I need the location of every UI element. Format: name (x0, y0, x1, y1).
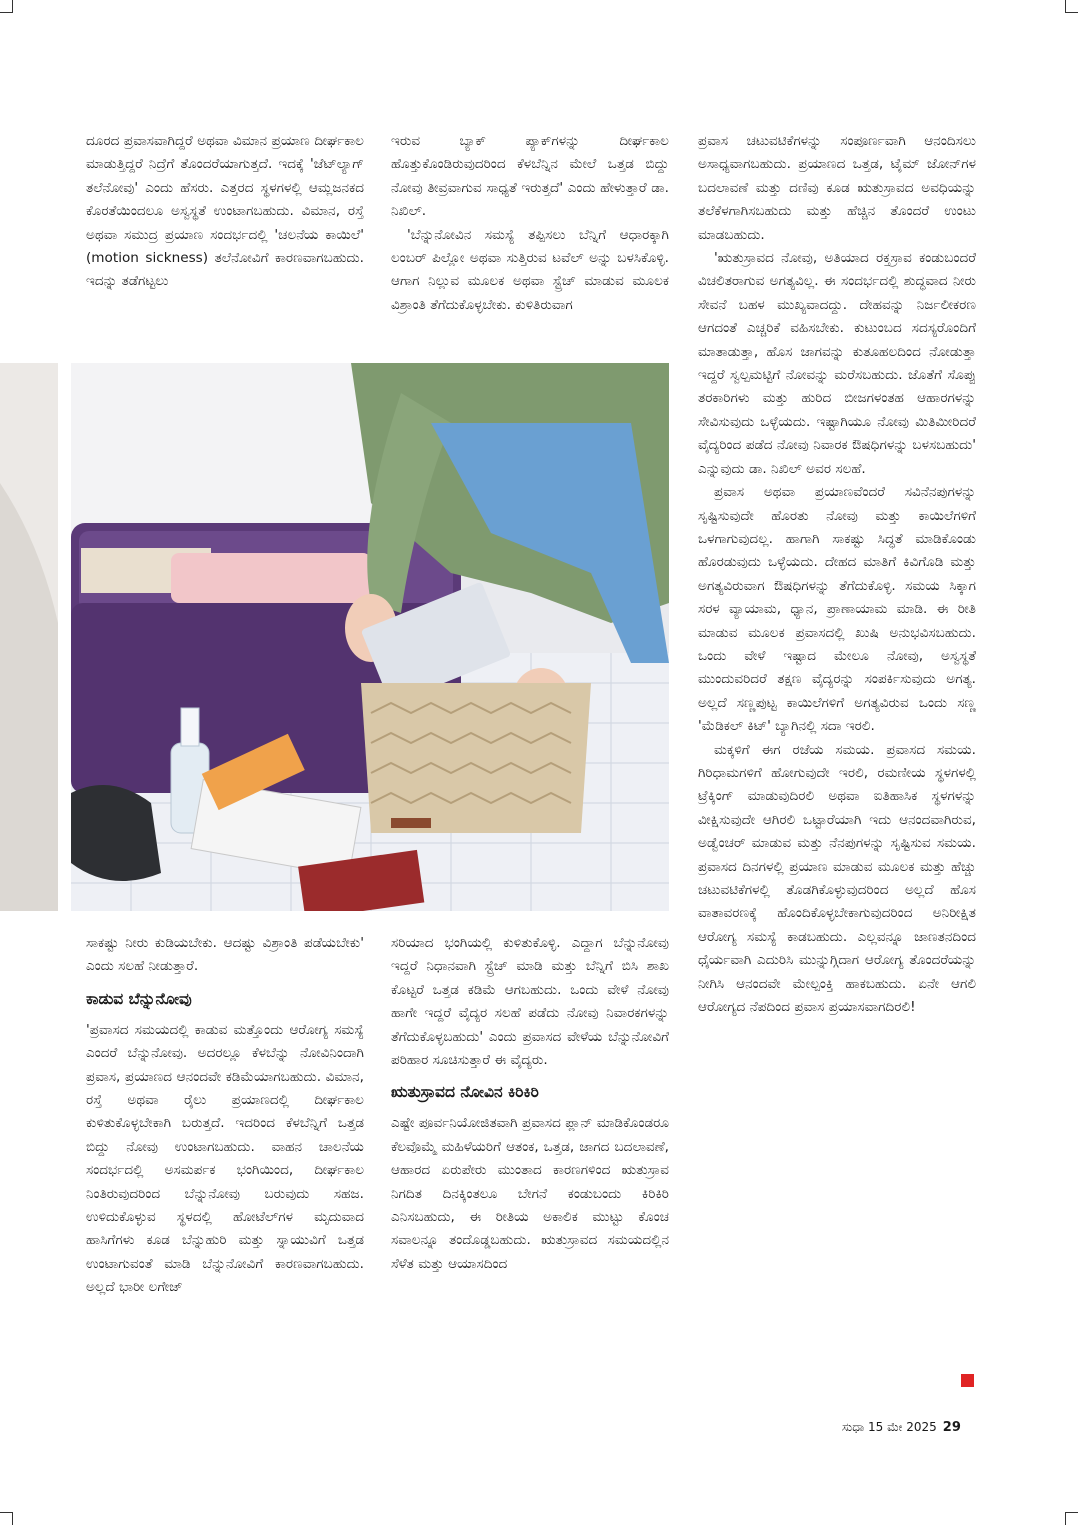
column-middle-top (391, 130, 669, 317)
paragraph: ಎಷ್ಟೇ ಪೂರ್ವನಿಯೋಜಿತವಾಗಿ ಪ್ರವಾಸದ ಪ್ಲಾನ್ ಮಾಡಿಕೊಂಡರೂ ಕೆಲವೊಮ್ಮೆ ಮಹಿಳೆಯರಿಗೆ ಆತಂಕ, ಒತ್ತಡ, ಜಾಗದ ಬದಲಾವಣೆ, ಆಹಾರದ ಏರುಪೇರು ಮುಂತಾದ ಕಾರಣಗಳಿಂದ ಋತುಸ್ರಾವ ನಿಗದಿತ ದಿನಕ್ಕಿಂತಲೂ ಬೇಗನೆ ಕಂಡುಬಂದು ಕಿರಿಕಿರಿ ಎನಿಸಬಹುದು, ಈ ರೀತಿಯ ಅಕಾಲಿಕ ಮುಟ್ಟು ಕೊಂಚ ಸವಾಲನ್ನೂ ತಂದೊಡ್ಡಬಹುದು. ಋತುಸ್ರಾವದ ಸಮಯದಲ್ಲಿನ ಸೆಳೆತ ಮತ್ತು ಆಯಾಸದಿಂದ (391, 1115, 669, 1272)
packing-medicine-photo (71, 363, 669, 911)
magazine-issue: ಸುಧಾ 15 ಮೇ 2025 (842, 1420, 937, 1434)
side-image-strip (0, 363, 58, 911)
section-heading-back-pain: ಕಾಡುವ ಬೆನ್ನುನೋವು (86, 989, 192, 1008)
paragraph: ಸರಿಯಾದ ಭಂಗಿಯಲ್ಲಿ ಕುಳಿತುಕೊಳ್ಳಿ. ಎದ್ದಾಗ ಬೆನ್ನುನೋವು ಇದ್ದರೆ ನಿಧಾನವಾಗಿ ಸ್ಟ್ರೆಚ್ ಮಾಡಿ ಮತ್ತು ಬೆನ್ನಿಗೆ ಬಿಸಿ ಶಾಖ ಕೊಟ್ಟರೆ ಒತ್ತಡ ಕಡಿಮೆ ಆಗಬಹುದು. ಒಂದು ವೇಳೆ ನೋವು ಹಾಗೇ ಇದ್ದರೆ ವೈದ್ಯರ ಸಲಹೆ ಪಡೆದು ನೋವು ನಿವಾರಕಗಳನ್ನು ತೆಗೆದುಕೊಳ್ಳಬಹುದು' ಎಂದು ಪ್ರವಾಸದ ವೇಳೆಯ ಬೆನ್ನುನೋವಿಗೆ ಪರಿಹಾರ ಸೂಚಿಸುತ್ತಾರೆ ಈ ವೈದ್ಯರು. (391, 935, 669, 1069)
section-heading-menstrual-pain: ಋತುಸ್ರಾವದ ನೋವಿನ ಕಿರಿಕಿರಿ (391, 1083, 539, 1102)
paragraph: ಪ್ರವಾಸ ಅಥವಾ ಪ್ರಯಾಣವೆಂದರೆ ಸವಿನೆನಪುಗಳನ್ನು ಸೃಷ್ಟಿಸುವುದೇ ಹೊರತು ನೋವು ಮತ್ತು ಕಾಯಿಲೆಗಳಿಗೆ ಒಳಗಾಗುವುದಲ್ಲ. ಹಾಗಾಗಿ ಸಾಕಷ್ಟು ಸಿದ್ಧತೆ ಮಾಡಿಕೊಂಡು ಹೊರಡುವುದು ಒಳ್ಳೆಯದು. ದೇಹದ ಮಾತಿಗೆ ಕಿವಿಗೊಡಿ ಮತ್ತು ಅಗತ್ಯವಿರುವಾಗ ಔಷಧಿಗಳನ್ನು ತೆಗೆದುಕೊಳ್ಳಿ. ಸಮಯ ಸಿಕ್ಕಾಗ ಸರಳ ವ್ಯಾಯಾಮ, ಧ್ಯಾನ, ಪ್ರಾಣಾಯಾಮ ಮಾಡಿ. ಈ ರೀತಿ ಮಾಡುವ ಮೂಲಕ ಪ್ರವಾಸದಲ್ಲಿ ಖುಷಿ ಅನುಭವಿಸಬಹುದು. ಒಂದು ವೇಳೆ ಇಷ್ಟಾದ ಮೇಲೂ ನೋವು, ಅಸ್ವಸ್ಥತೆ ಮುಂದುವರಿದರೆ ತಕ್ಷಣ ವೈದ್ಯರನ್ನು ಸಂಪರ್ಕಿಸುವುದು ಅಗತ್ಯ. ಅಲ್ಲದೆ ಸಣ್ಣಪುಟ್ಟ ಕಾಯಿಲೆಗಳಿಗೆ ಅಗತ್ಯವಿರುವ ಒಂದು ಸಣ್ಣ 'ಮೆಡಿಕಲ್ ಕಿಟ್' ಬ್ಯಾಗಿನಲ್ಲಿ ಸದಾ ಇರಲಿ. (698, 484, 976, 735)
paragraph: ಪ್ರವಾಸ ಚಟುವಟಿಕೆಗಳನ್ನು ಸಂಪೂರ್ಣವಾಗಿ ಆನಂದಿಸಲು ಅಸಾಧ್ಯವಾಗಬಹುದು. ಪ್ರಯಾಣದ ಒತ್ತಡ, ಟೈಮ್ ಜೋನ್‌ಗಳ ಬದಲಾವಣೆ ಮತ್ತು ದಣಿವು ಕೂಡ ಋತುಸ್ರಾವದ ಅವಧಿಯನ್ನು ತಲೆಕೆಳಗಾಗಿಸಬಹುದು ಮತ್ತು ಹೆಚ್ಚಿನ ತೊಂದರೆ ಉಂಟು ಮಾಡಬಹುದು. (698, 133, 976, 243)
page-number: 29 (942, 1420, 961, 1435)
crop-mark (0, 1512, 13, 1525)
article-end-mark (961, 1374, 974, 1387)
paragraph: ದೂರದ ಪ್ರವಾಸವಾಗಿದ್ದರೆ ಅಥವಾ ವಿಮಾನ ಪ್ರಯಾಣ ದೀರ್ಘಕಾಲ ಮಾಡುತ್ತಿದ್ದರೆ ನಿದ್ರೆಗೆ ತೊಂದರೆಯಾಗುತ್ತದೆ. ಇದಕ್ಕೆ 'ಜೆಟ್‌ಲ್ಯಾಗ್ ತಲೆನೋವು' ಎಂದು ಹೆಸರು. ಎತ್ತರದ ಸ್ಥಳಗಳಲ್ಲಿ ಆಮ್ಲಜನಕದ ಕೊರತೆಯಿಂದಲೂ ಅಸ್ವಸ್ಥತೆ ಉಂಟಾಗಬಹುದು. ವಿಮಾನ, ರಸ್ತೆ ಅಥವಾ ಸಮುದ್ರ ಪ್ರಯಾಣ ಸಂದರ್ಭದಲ್ಲಿ 'ಚಲನೆಯ ಕಾಯಿಲೆ' (motion sickness) ತಲೆನೋವಿಗೆ ಕಾರಣವಾಗಬಹುದು. ಇದನ್ನು ತಡೆಗಟ್ಟಲು (86, 133, 364, 290)
column-left-bottom (86, 932, 364, 1300)
crop-mark (1065, 0, 1078, 13)
column-left-top (86, 130, 364, 294)
column-right (698, 130, 976, 1019)
crop-mark (0, 0, 13, 13)
page-footer (842, 1417, 961, 1438)
paragraph: 'ಪ್ರವಾಸದ ಸಮಯದಲ್ಲಿ ಕಾಡುವ ಮತ್ತೊಂದು ಆರೋಗ್ಯ ಸಮಸ್ಯೆ ಎಂದರೆ ಬೆನ್ನುನೋವು. ಅದರಲ್ಲೂ ಕೆಳಬೆನ್ನು ನೋವಿನಿಂದಾಗಿ ಪ್ರವಾಸ, ಪ್ರಯಾಣದ ಆನಂದವೇ ಕಡಿಮೆಯಾಗಬಹುದು. ವಿಮಾನ, ರಸ್ತೆ ಅಥವಾ ರೈಲು ಪ್ರಯಾಣದಲ್ಲಿ ದೀರ್ಘಕಾಲ ಕುಳಿತುಕೊಳ್ಳಬೇಕಾಗಿ ಬರುತ್ತದೆ. ಇದರಿಂದ ಕೆಳಬೆನ್ನಿಗೆ ಒತ್ತಡ ಬಿದ್ದು ನೋವು ಉಂಟಾಗಬಹುದು. ವಾಹನ ಚಾಲನೆಯ ಸಂದರ್ಭದಲ್ಲಿ ಅಸಮರ್ಪಕ ಭಂಗಿಯಿಂದ, ದೀರ್ಘಕಾಲ ನಿಂತಿರುವುದರಿಂದ ಬೆನ್ನುನೋವು ಬರುವುದು ಸಹಜ. ಉಳಿದುಕೊಳ್ಳುವ ಸ್ಥಳದಲ್ಲಿ ಹೋಟೆಲ್‌ಗಳ ಮೃದುವಾದ ಹಾಸಿಗೆಗಳು ಕೂಡ ಬೆನ್ನುಹುರಿ ಮತ್ತು ಸ್ನಾಯುವಿಗೆ ಒತ್ತಡ ಉಂಟಾಗುವಂತೆ ಮಾಡಿ ಬೆನ್ನುನೋವಿಗೆ ಕಾರಣವಾಗಬಹುದು. ಅಲ್ಲದೆ ಭಾರೀ ಲಗೇಜ್ (86, 1021, 364, 1296)
crop-mark (1065, 1512, 1078, 1525)
paragraph: 'ಬೆನ್ನುನೋವಿನ ಸಮಸ್ಯೆ ತಪ್ಪಿಸಲು ಬೆನ್ನಿಗೆ ಆಧಾರಕ್ಕಾಗಿ ಲಂಬರ್ ಪಿಲ್ಲೋ ಅಥವಾ ಸುತ್ತಿರುವ ಟವೆಲ್ ಅನ್ನು ಬಳಸಿಕೊಳ್ಳಿ. ಆಗಾಗ ನಿಲ್ಲುವ ಮೂಲಕ ಅಥವಾ ಸ್ಟ್ರೆಚ್ ಮಾಡುವ ಮೂಲಕ ವಿಶ್ರಾಂತಿ ತೆಗೆದುಕೊಳ್ಳಬೇಕು. ಕುಳಿತಿರುವಾಗ (391, 226, 669, 313)
paragraph: ಮಕ್ಕಳಿಗೆ ಈಗ ರಜೆಯ ಸಮಯ. ಪ್ರವಾಸದ ಸಮಯ. ಗಿರಿಧಾಮಗಳಿಗೆ ಹೋಗುವುದೇ ಇರಲಿ, ರಮಣೀಯ ಸ್ಥಳಗಳಲ್ಲಿ ಟ್ರೆಕ್ಕಿಂಗ್ ಮಾಡುವುದಿರಲಿ ಅಥವಾ ಐತಿಹಾಸಿಕ ಸ್ಥಳಗಳನ್ನು ವೀಕ್ಷಿಸುವುದೇ ಆಗಿರಲಿ ಒಟ್ಟಾರೆಯಾಗಿ ಇದು ಆನಂದವಾಗಿರುವ, ಅಡ್ವೆಂಚರ್ ಮಾಡುವ ಮತ್ತು ನೆನಪುಗಳನ್ನು ಸೃಷ್ಟಿಸುವ ಸಮಯ. ಪ್ರವಾಸದ ದಿನಗಳಲ್ಲಿ ಪ್ರಯಾಣ ಮಾಡುವ ಮೂಲಕ ಮತ್ತು ಹೆಚ್ಚು ಚಟುವಟಿಕೆಗಳಲ್ಲಿ ತೊಡಗಿಕೊಳ್ಳುವುದರಿಂದ ಅಲ್ಲದೆ ಹೊಸ ವಾತಾವರಣಕ್ಕೆ ಹೊಂದಿಕೊಳ್ಳಬೇಕಾಗುವುದರಿಂದ ಅನಿರೀಕ್ಷಿತ ಆರೋಗ್ಯ ಸಮಸ್ಯೆ ಕಾಡಬಹುದು. ಎಲ್ಲವನ್ನೂ ಜಾಣತನದಿಂದ ಧೈರ್ಯವಾಗಿ ಎದುರಿಸಿ ಮುನ್ನುಗ್ಗಿದಾಗ ಆರೋಗ್ಯ ತೊಂದರೆಯನ್ನು ನೀಗಿಸಿ ಆನಂದವೇ ಮೇಲ್ಪಂಕ್ತಿ ಹಾಕಬಹುದು. ಏನೇ ಆಗಲಿ ಆರೋಗ್ಯದ ನೆಪದಿಂದ ಪ್ರವಾಸ ಪ್ರಯಾಸವಾಗದಿರಲಿ! (698, 741, 976, 1016)
paragraph: 'ಋತುಸ್ರಾವದ ನೋವು, ಅತಿಯಾದ ರಕ್ತಸ್ರಾವ ಕಂಡುಬಂದರೆ ವಿಚಲಿತರಾಗುವ ಅಗತ್ಯವಿಲ್ಲ. ಈ ಸಂದರ್ಭದಲ್ಲಿ ಶುದ್ಧವಾದ ನೀರು ಸೇವನೆ ಬಹಳ ಮುಖ್ಯವಾದದ್ದು. ದೇಹವನ್ನು ನಿರ್ಜಲೀಕರಣ ಆಗದಂತೆ ಎಚ್ಚರಿಕೆ ವಹಿಸಬೇಕು. ಕುಟುಂಬದ ಸದಸ್ಯರೊಂದಿಗೆ ಮಾತಾಡುತ್ತಾ, ಹೊಸ ಜಾಗವನ್ನು ಕುತೂಹಲದಿಂದ ನೋಡುತ್ತಾ ಇದ್ದರೆ ಸ್ವಲ್ಪಮಟ್ಟಿಗೆ ನೋವನ್ನು ಮರೆಸಬಹುದು. ಜೊತೆಗೆ ಸೊಪ್ಪು ತರಕಾರಿಗಳು ಮತ್ತು ಹುರಿದ ಬೀಜಗಳಂತಹ ಆಹಾರಗಳನ್ನು ಸೇವಿಸುವುದು ಒಳ್ಳೆಯದು. ಇಷ್ಟಾಗಿಯೂ ನೋವು ಮಿತಿಮೀರಿದರೆ ವೈದ್ಯರಿಂದ ಪಡೆದ ನೋವು ನಿವಾರಕ ಔಷಧಿಗಳನ್ನು ಬಳಸಬಹುದು' ಎನ್ನುವುದು ಡಾ. ನಿಖಿಲ್ ಅವರ ಸಲಹೆ. (698, 250, 976, 477)
paragraph: ಇರುವ ಬ್ಯಾಕ್ ಪ್ಯಾಕ್‌ಗಳನ್ನು ದೀರ್ಘಕಾಲ ಹೊತ್ತುಕೊಂಡಿರುವುದರಿಂದ ಕೆಳಬೆನ್ನಿನ ಮೇಲೆ ಒತ್ತಡ ಬಿದ್ದು ನೋವು ತೀವ್ರವಾಗುವ ಸಾಧ್ಯತೆ ಇರುತ್ತದೆ' ಎಂದು ಹೇಳುತ್ತಾರೆ ಡಾ. ನಿಖಿಲ್. (391, 133, 669, 220)
paragraph: ಸಾಕಷ್ಟು ನೀರು ಕುಡಿಯಬೇಕು. ಆದಷ್ಟು ವಿಶ್ರಾಂತಿ ಪಡೆಯಬೇಕು' ಎಂದು ಸಲಹೆ ನೀಡುತ್ತಾರೆ. (86, 935, 364, 975)
column-middle-bottom (391, 932, 669, 1276)
